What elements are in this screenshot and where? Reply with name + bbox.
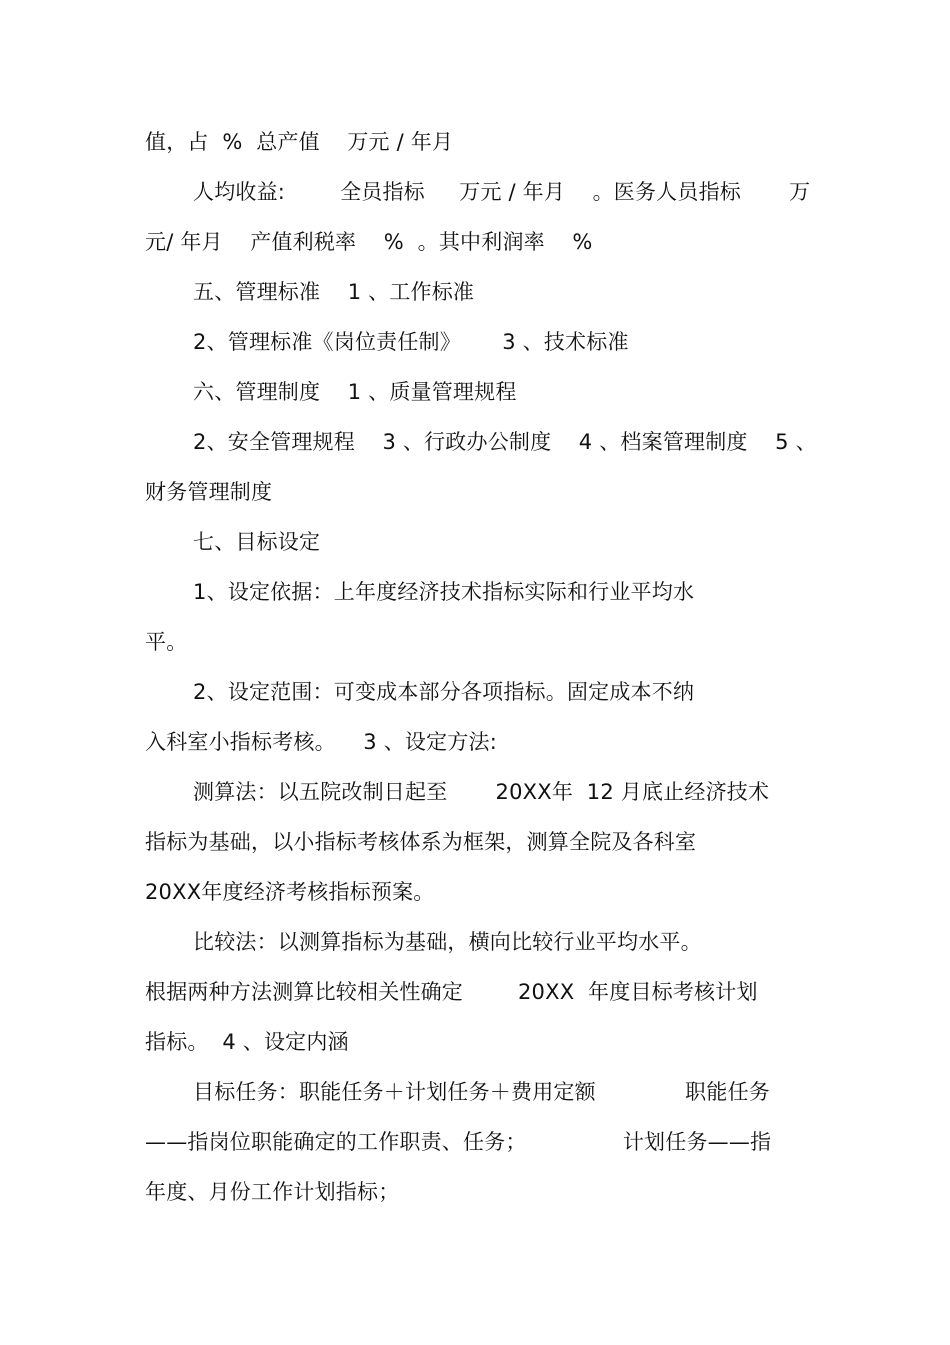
text-line-2: 人均收益: 全员指标 万元 / 年月 。医务人员指标 万: [193, 180, 811, 204]
text-line-11: 平。: [145, 630, 188, 654]
text-line-13: 入科室小指标考核。 3 、设定方法:: [145, 730, 498, 754]
text-line-8: 财务管理制度: [145, 480, 273, 504]
text-line-6: 六、管理制度 1 、质量管理规程: [193, 380, 517, 404]
text-line-12: 2、设定范围：可变成本部分各项指标。固定成本不纳: [193, 680, 695, 704]
text-line-14: 测算法：以五院改制日起至 20XX年 12 月底止经济技术: [193, 780, 770, 804]
text-line-22: 年度、月份工作计划指标；: [145, 1180, 400, 1204]
text-line-18: 根据两种方法测算比较相关性确定 20XX 年度目标考核计划: [145, 980, 758, 1004]
text-line-3: 元/ 年月 产值利税率 % 。其中利润率 %: [145, 230, 593, 254]
text-line-10: 1、设定依据：上年度经济技术指标实际和行业平均水: [193, 580, 695, 604]
text-line-19: 指标。 4 、设定内涵: [145, 1030, 349, 1054]
text-line-20: 目标任务：职能任务＋计划任务＋费用定额 职能任务: [193, 1080, 770, 1104]
text-line-7: 2、安全管理规程 3 、行政办公制度 4 、档案管理制度 5 、: [193, 430, 817, 454]
text-line-16: 20XX年度经济考核指标预案。: [145, 880, 435, 904]
text-line-21: ——指岗位职能确定的工作职责、任务； 计划任务——指: [145, 1130, 772, 1154]
text-line-5: 2、管理标准《岗位责任制》 3 、技术标准: [193, 330, 629, 354]
text-line-1: 值，占 % 总产值 万元 / 年月: [145, 130, 454, 154]
text-line-17: 比较法：以测算指标为基础，横向比较行业平均水平。: [193, 930, 702, 954]
text-line-9: 七、目标设定: [193, 530, 321, 554]
text-line-4: 五、管理标准 1 、工作标准: [193, 280, 475, 304]
text-line-15: 指标为基础，以小指标考核体系为框架，测算全院及各科室: [145, 830, 697, 854]
